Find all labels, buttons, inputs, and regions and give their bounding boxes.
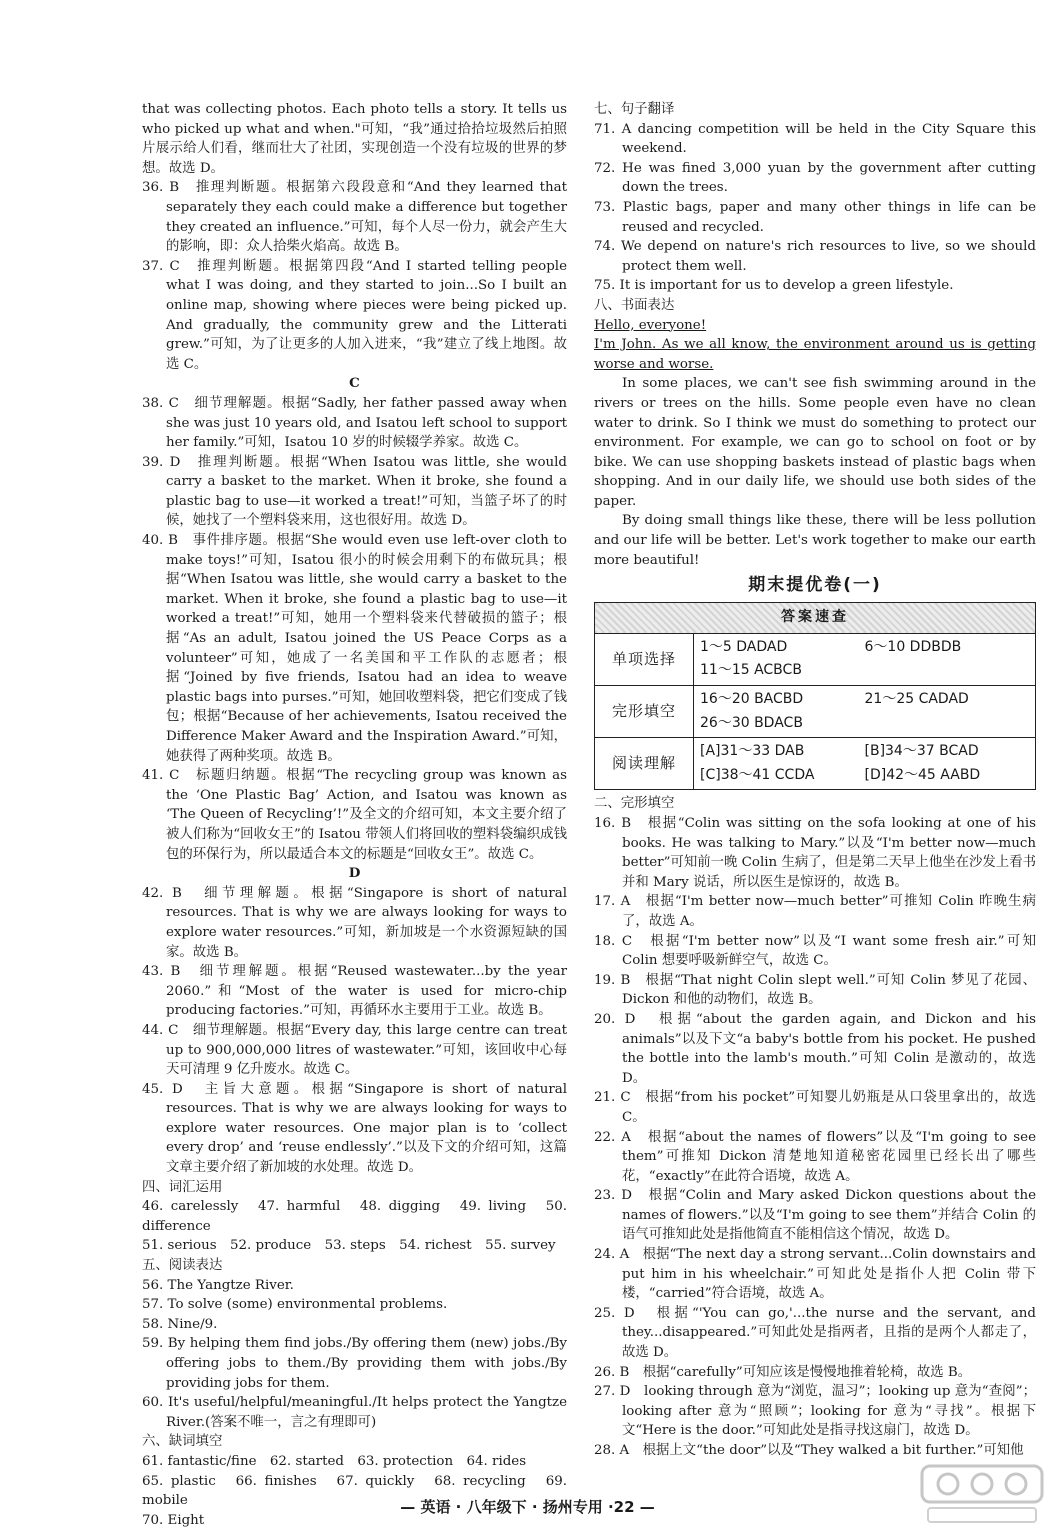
- answer-item: 71. A dancing competition will be held in the City Square this weekend.: [594, 121, 1036, 157]
- answer-item: 20. D 根据“about the garden again, and Dickon and his animals”以及下文“a baby's bottle from his pocket. He pushed the bottle into the lamb's mouth.”可知 Colin 是激动的，故选 D。: [594, 1011, 1036, 1086]
- answer-cell: 1～5 DADAD: [700, 638, 788, 655]
- text-paragraph: By doing small things like these, there will be less pollution and our life will be better. Let's work together to make our earth more beautiful!: [594, 513, 1036, 568]
- answer-item: 16. B 根据“Colin was sitting on the sofa looking at one of his books. He was talking to Mary.”以及“I'm better now—much better”可知前一晚 Colin 生病了，但是第二天早上他坐在沙发上看书并和 Mary 说话，所以医生是惊讶的，故选 B。: [594, 816, 1036, 890]
- answer-item: 21. C 根据“from his pocket”可知婴儿奶瓶是从口袋里拿出的，故选 C。: [594, 1090, 1036, 1125]
- table-row: [595, 686, 1036, 738]
- text-paragraph: Hello, everyone!: [594, 317, 707, 333]
- answer-item: 44. C 细节理解题。根据“Every day, this large centre can treat up to 900,000,000 litres of wastewater.”可知，该回收中心每天可清理 9 亿升废水。故选 C。: [142, 1022, 567, 1078]
- text-paragraph: 八、书面表达: [594, 297, 675, 313]
- text-paragraph: I'm John. As we all know, the environment around us is getting worse and worse.: [594, 337, 1036, 372]
- table-row: [595, 633, 1036, 685]
- text-paragraph: In some places, we can't see fish swimming around in the rivers or trees on the hills. Some people even have no clean water to drink. So I think we must do something to protect our environment. For example, we can go to school on foot or by bike. We can use shopping baskets instead of plastic bags when shopping. And in our daily life, we should use both sides of the paper.: [594, 376, 1036, 509]
- answer-item: 40. B 事件排序题。根据“She would even use left-over cloth to make toys!”可知，Isatou 很小的时候会用剩下的布做玩具；根据“When Isatou was little, she would carry a basket to the market. When it broke, she found a plastic bag to use—it worked a treat!”可知，她用一个塑料袋来代替破损的篮子；根据“As an adult, Isatou joined the US Peace Corps as a volunteer”可知，她成了一名美国和平工作队的志愿者；根据“Joined by five friends, Isatou had an idea to weave plastic bags into purses.”可知，她回收塑料袋，把它们变成了钱包；根据“Because of her achievements, Isatou received the Difference Maker Award and the Inspiration Award.”可知，她获得了两种奖项。故选 B。: [142, 533, 567, 764]
- answer-item: 28. A 根据上文“the door”以及“They walked a bit further.”可知他: [594, 1443, 1024, 1458]
- answer-item: 19. B 根据“That night Colin slept well.”可知 Colin 梦见了花园、Dickon 和他的动物们，故选 B。: [594, 972, 1036, 1008]
- answer-item: 43. B 细节理解题。根据“Reused wastewater...by the year 2060.”和“Most of the water is used for micro-chip producing factories.”可知，再循环水主要用于工业。故选 B。: [142, 964, 567, 1019]
- answer-item: 56. The Yangtze River.: [142, 1277, 294, 1293]
- answer-item: 42. B 细节理解题。根据“Singapore is short of natural resources. That is why we are always looking for ways to explore water resources.”可知，新加坡是一个水资源短缺的国家。故选 B。: [142, 885, 567, 960]
- text-paragraph: 61. fantastic/fine 62. started 63. protection 64. rides: [142, 1453, 527, 1469]
- answer-item: 22. A 根据“about the names of flowers”以及“I'm going to see them”可推知 Dickon 清楚地知道秘密花园里已经长出了哪些花，“exactly”在此符合语境，故选 A。: [594, 1129, 1036, 1184]
- answer-item: 39. D 推理判断题。根据“When Isatou was little, she would carry a basket to the market. When it broke, she found a plastic bag to use—it worked a treat!”可知，当篮子坏了的时候，她找了一个塑料袋来用，这也很好用。故选 D。: [142, 454, 567, 529]
- answer-item: 25. D 根据“'You can go,'...the nurse and the servant, and they...disappeared.”可知此处是指两者，且指的是两个人都走了，故选 D。: [594, 1305, 1036, 1361]
- answer-item: 24. A 根据“The next day a strong servant...Colin downstairs and put him in his wheelchair.”可知此处是指仆人把 Colin 带下楼，“carried”符合语境，故选 A。: [594, 1247, 1036, 1302]
- right-top-section: [594, 100, 1036, 570]
- exam-title: 期末提优卷(一): [748, 575, 882, 596]
- answer-item: 74. We depend on nature's rich resources to live, so we should protect them well.: [594, 239, 1036, 274]
- left-column: [142, 100, 567, 1530]
- answer-cell: 26～30 BDACB: [700, 714, 803, 731]
- text-paragraph: 四、词汇运用: [142, 1179, 223, 1195]
- answer-cell: [A]31～33 DAB: [700, 743, 805, 760]
- text-paragraph: 二、完形填空: [594, 796, 675, 812]
- answer-item: 26. B 根据“carefully”可知应该是慢慢地推着轮椅，故选 B。: [594, 1364, 972, 1380]
- text-paragraph: 五、阅读表达: [142, 1258, 223, 1274]
- answer-cell: [865, 661, 1030, 681]
- answer-category: 阅读理解: [595, 738, 694, 790]
- answer-item: 36. B 推理判断题。根据第六段段意和“And they learned that separately they each could make a difference but together they created an influence.”可知，每个人尽一份力，就会产生大的影响，即：众人拾柴火焰高。故选 B。: [142, 180, 567, 255]
- text-paragraph: 51. serious 52. produce 53. steps 54. richest 55. survey: [142, 1238, 556, 1254]
- answer-item: 27. D looking through 意为“浏览，温习”；looking up 意为“查阅”；looking after 意为“照顾”；looking for 意为“寻找”。根据下文“Here is the door.”可知此处是指寻找这扇门，故选 D。: [594, 1384, 1036, 1439]
- answer-item: 72. He was fined 3,000 yuan by the government after cutting down the trees.: [594, 160, 1036, 196]
- answer-table: [594, 602, 1036, 791]
- answer-item: 58. Nine/9.: [142, 1316, 218, 1332]
- answer-cell: [C]38～41 CCDA: [700, 766, 815, 783]
- answer-item: 23. D 根据“Colin and Mary asked Dickon questions about the names of flowers.”以及“I'm going to see them”并结合 Colin 的语气可推知此处是指他简直不能相信这个情况，故选 D。: [594, 1188, 1036, 1243]
- answer-cell: 6～10 DDBDB: [864, 638, 962, 655]
- answer-item: 18. C 根据“I'm better now”以及“I want some fresh air.”可知 Colin 想要呼吸新鲜空气，故选 C。: [594, 933, 1036, 969]
- answer-item: 60. It's useful/helpful/meaningful./It helps protect the Yangtze River.(答案不唯一，言之有理即可): [142, 1395, 567, 1430]
- answer-cell: 16～20 BACBD: [700, 691, 804, 708]
- answer-item: 41. C 标题归纳题。根据“The recycling group was known as the ‘One Plastic Bag’ Action, and Isatou was known as ‘The Queen of Recycling’!”及全文的介绍可知，本文主要介绍了被人们称为“回收女王”的 Isatou 带领人们将回收的塑料袋编织成钱包的环保行为，所以最适合本文的标题是“回收女王”。故选 C。: [142, 768, 567, 862]
- table-row: [595, 738, 1036, 790]
- right-bottom-section: [594, 794, 1036, 1460]
- text-paragraph: 六、缺词填空: [142, 1434, 223, 1450]
- answer-item: 45. D 主旨大意题。根据“Singapore is short of natural resources. That is why we are always looking for ways to explore water resources. One major plan is to ‘collect every drop’ and ‘reuse endlessly’.”以及下文的介绍可知，这篇文章主要介绍了新加坡的水处理。故选 D。: [142, 1081, 567, 1176]
- answer-cell: [B]34～37 BCAD: [864, 743, 979, 760]
- answer-item: 57. To solve (some) environmental problems.: [142, 1297, 448, 1313]
- page-footer: — 英语 · 八年级下 · 扬州专用 ·22 —: [400, 1498, 655, 1516]
- text-paragraph: 七、句子翻译: [594, 102, 675, 117]
- answer-item: 73. Plastic bags, paper and many other things in life can be reused and recycled.: [594, 199, 1036, 235]
- watermark-logo: [918, 1462, 1046, 1528]
- answer-table-header: 答案速查: [595, 602, 1036, 633]
- answer-category: 单项选择: [595, 633, 694, 685]
- answer-item: 17. A 根据“I'm better now—much better”可推知 Colin 昨晚生病了，故选 A。: [594, 894, 1036, 929]
- text-paragraph: 65. plastic 66. finishes 67. quickly 68. recycling 69. mobile: [142, 1473, 567, 1509]
- text-paragraph: 70. Eight: [142, 1512, 205, 1528]
- answer-cell: 21～25 CADAD: [864, 691, 969, 708]
- answer-item: 59. By helping them find jobs./By offering them (new) jobs./By offering jobs to them./By providing them with jobs./By providing jobs for them.: [142, 1336, 567, 1391]
- text-paragraph: 46. carelessly 47. harmful 48. digging 49. living 50. difference: [142, 1199, 567, 1234]
- text-paragraph: that was collecting photos. Each photo tells a story. It tells us who picked up what and when."可知，“我”通过拾拾垃圾然后拍照片展示给人们看，继而壮大了社团，实现创造一个没有垃圾的世界的梦想。故选 D。: [142, 102, 567, 176]
- right-column: [594, 100, 1036, 1461]
- section-letter: D: [348, 865, 361, 882]
- answer-category: 完形填空: [595, 686, 694, 738]
- answer-item: 75. It is important for us to develop a green lifestyle.: [594, 278, 954, 294]
- section-letter: C: [349, 375, 360, 392]
- answer-cell: [865, 714, 1030, 734]
- answer-cell: 11～15 ACBCB: [700, 662, 802, 679]
- answer-item: 37. C 推理判断题。根据第四段“And I started telling people what I was doing, and they started to join...So I built an online map, showing where pieces were being picked up. And gradually, the community grew and the Litterati grew.”可知，为了让更多的人加入进来，“我”建立了线上地图。故选 C。: [142, 258, 567, 372]
- answer-item: 38. C 细节理解题。根据“Sadly, her father passed away when she was just 10 years old, and Isatou left school to support her family.”可知，Isatou 10 岁的时候辍学养家。故选 C。: [142, 395, 567, 451]
- answer-cell: [D]42～45 AABD: [864, 766, 981, 783]
